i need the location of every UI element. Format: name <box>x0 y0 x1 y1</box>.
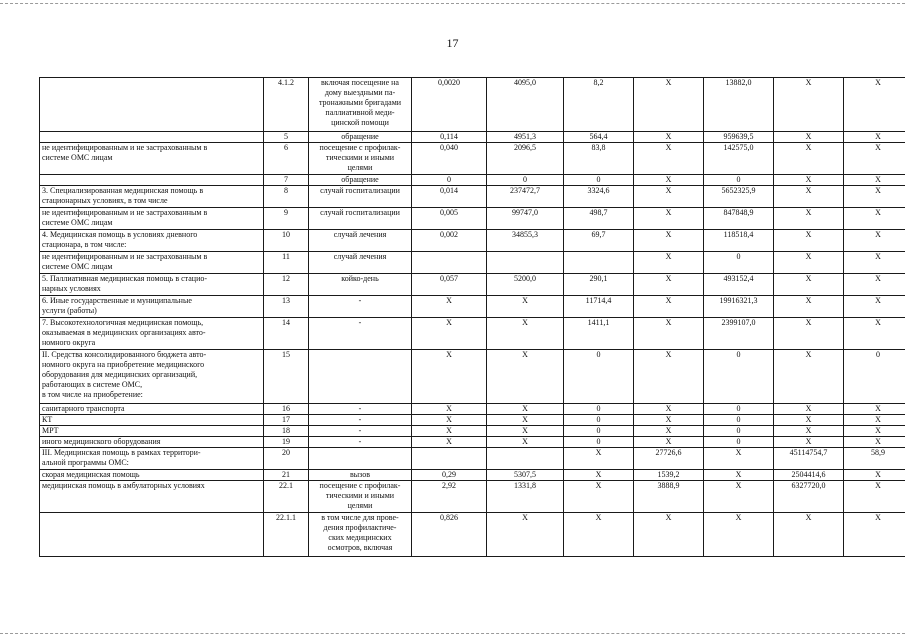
row-value-cell: 290,1 <box>564 274 634 296</box>
budget-table <box>39 77 905 557</box>
row-value-cell: 0,040 <box>412 143 487 175</box>
table-row <box>40 415 905 426</box>
row-unit-cell: случай госпитализации <box>309 208 412 230</box>
row-name-cell: не идентифицированным и не застрахованным в системе ОМС лицам <box>40 143 264 175</box>
row-value-cell: X <box>844 143 905 175</box>
row-name-cell <box>40 78 264 132</box>
row-value-cell: X <box>774 318 844 350</box>
row-value-cell: X <box>634 296 704 318</box>
row-value-cell: X <box>774 426 844 437</box>
row-value-cell: 0,002 <box>412 230 487 252</box>
row-name-cell: 3. Специализированная медицинская помощь в стационарных условиях, в том числе <box>40 186 264 208</box>
row-value-cell: 564,4 <box>564 132 634 143</box>
row-value-cell: X <box>487 296 564 318</box>
row-value-cell: X <box>634 350 704 404</box>
row-value-cell: X <box>634 186 704 208</box>
row-number-cell: 6 <box>264 143 309 175</box>
row-unit-cell: койко-день <box>309 274 412 296</box>
row-value-cell <box>412 448 487 470</box>
row-value-cell: X <box>634 426 704 437</box>
row-value-cell: X <box>564 470 634 481</box>
row-unit-cell: посещение с профилак- тическими и иными целями <box>309 481 412 513</box>
row-number-cell: 22.1.1 <box>264 513 309 557</box>
row-number-cell: 21 <box>264 470 309 481</box>
row-value-cell: 0,826 <box>412 513 487 557</box>
row-value-cell: X <box>704 448 774 470</box>
row-value-cell: X <box>844 78 905 132</box>
row-value-cell: X <box>564 481 634 513</box>
table-row <box>40 186 905 208</box>
row-value-cell: 0 <box>844 350 905 404</box>
row-value-cell: 0 <box>704 252 774 274</box>
table-row <box>40 470 905 481</box>
row-value-cell: X <box>774 230 844 252</box>
row-name-cell: МРТ <box>40 426 264 437</box>
row-value-cell: 847848,9 <box>704 208 774 230</box>
row-unit-cell: обращение <box>309 132 412 143</box>
row-value-cell: 0 <box>487 175 564 186</box>
row-number-cell: 15 <box>264 350 309 404</box>
row-value-cell: X <box>487 437 564 448</box>
row-value-cell: X <box>774 415 844 426</box>
row-value-cell: X <box>844 437 905 448</box>
row-value-cell: 498,7 <box>564 208 634 230</box>
row-number-cell: 5 <box>264 132 309 143</box>
row-value-cell: 0 <box>704 426 774 437</box>
row-unit-cell: - <box>309 318 412 350</box>
row-value-cell: X <box>844 274 905 296</box>
row-value-cell: X <box>844 252 905 274</box>
row-value-cell: 237472,7 <box>487 186 564 208</box>
row-name-cell: 5. Паллиативная медицинская помощь в стацио- нарных условиях <box>40 274 264 296</box>
row-value-cell: X <box>844 208 905 230</box>
row-value-cell: 3324,6 <box>564 186 634 208</box>
row-value-cell: 0,014 <box>412 186 487 208</box>
row-value-cell: X <box>487 415 564 426</box>
row-value-cell: X <box>634 252 704 274</box>
row-value-cell: X <box>634 78 704 132</box>
table-row <box>40 404 905 415</box>
row-value-cell: X <box>844 426 905 437</box>
row-value-cell: X <box>774 208 844 230</box>
row-value-cell: 0 <box>564 437 634 448</box>
row-value-cell: X <box>634 274 704 296</box>
row-name-cell: не идентифицированным и не застрахованным в системе ОМС лицам <box>40 208 264 230</box>
row-value-cell: 34855,3 <box>487 230 564 252</box>
row-value-cell: 45114754,7 <box>774 448 844 470</box>
row-value-cell: X <box>844 513 905 557</box>
row-unit-cell: вызов <box>309 470 412 481</box>
table-row <box>40 350 905 404</box>
row-value-cell: X <box>774 274 844 296</box>
row-unit-cell: обращение <box>309 175 412 186</box>
row-name-cell: 4. Медицинская помощь в условиях дневного стационара, в том числе: <box>40 230 264 252</box>
row-name-cell <box>40 513 264 557</box>
row-number-cell: 10 <box>264 230 309 252</box>
table-row <box>40 230 905 252</box>
row-value-cell: X <box>487 318 564 350</box>
row-value-cell: 0 <box>704 404 774 415</box>
row-value-cell <box>487 252 564 274</box>
row-unit-cell: случай госпитализации <box>309 186 412 208</box>
row-value-cell: X <box>774 175 844 186</box>
row-value-cell: X <box>634 132 704 143</box>
row-value-cell <box>487 448 564 470</box>
table-row <box>40 143 905 175</box>
row-value-cell: X <box>774 350 844 404</box>
row-value-cell: X <box>412 350 487 404</box>
row-value-cell: X <box>704 481 774 513</box>
table-row <box>40 513 905 557</box>
row-value-cell: X <box>704 513 774 557</box>
row-value-cell: X <box>844 415 905 426</box>
row-value-cell: X <box>634 230 704 252</box>
row-value-cell: X <box>412 426 487 437</box>
row-number-cell: 4.1.2 <box>264 78 309 132</box>
row-value-cell: X <box>774 252 844 274</box>
row-value-cell: 0,114 <box>412 132 487 143</box>
row-unit-cell: - <box>309 426 412 437</box>
row-number-cell: 14 <box>264 318 309 350</box>
row-value-cell: 13882,0 <box>704 78 774 132</box>
table-row <box>40 481 905 513</box>
table-row <box>40 132 905 143</box>
row-value-cell: X <box>412 404 487 415</box>
row-value-cell: 0 <box>704 350 774 404</box>
row-value-cell: X <box>487 350 564 404</box>
row-value-cell: 11714,4 <box>564 296 634 318</box>
row-value-cell: 58,9 <box>844 448 905 470</box>
row-unit-cell: включая посещение на дому выездными па- тронажными бригадами паллиативной меди- цинской помощи <box>309 78 412 132</box>
row-value-cell: 0 <box>564 415 634 426</box>
scan-edge-top <box>0 3 905 4</box>
row-value-cell: X <box>844 175 905 186</box>
row-value-cell: X <box>774 513 844 557</box>
row-value-cell: 0 <box>564 404 634 415</box>
page-number: 17 <box>446 36 459 50</box>
row-value-cell: X <box>844 404 905 415</box>
row-value-cell: 4095,0 <box>487 78 564 132</box>
row-number-cell: 13 <box>264 296 309 318</box>
row-value-cell: X <box>844 296 905 318</box>
row-unit-cell: посещение с профилак- тическими и иными целями <box>309 143 412 175</box>
table-row <box>40 448 905 470</box>
row-value-cell: X <box>634 143 704 175</box>
row-value-cell: X <box>774 437 844 448</box>
row-value-cell: X <box>774 186 844 208</box>
row-value-cell: 1539,2 <box>634 470 704 481</box>
table-row <box>40 274 905 296</box>
row-unit-cell: в том числе для прове- дения профилактиче- ских медицинских осмотров, включая <box>309 513 412 557</box>
row-value-cell: 0,057 <box>412 274 487 296</box>
table-row <box>40 78 905 132</box>
row-value-cell: X <box>487 513 564 557</box>
table-row <box>40 175 905 186</box>
row-value-cell: X <box>412 415 487 426</box>
row-name-cell: III. Медицинская помощь в рамках территори- альной программы ОМС: <box>40 448 264 470</box>
row-value-cell: X <box>844 186 905 208</box>
row-value-cell: 1331,8 <box>487 481 564 513</box>
row-name-cell: скорая медицинская помощь <box>40 470 264 481</box>
row-value-cell: X <box>487 426 564 437</box>
row-value-cell: 19916321,3 <box>704 296 774 318</box>
row-number-cell: 18 <box>264 426 309 437</box>
row-value-cell: 493152,4 <box>704 274 774 296</box>
row-value-cell: X <box>634 318 704 350</box>
row-value-cell: X <box>774 132 844 143</box>
row-unit-cell <box>309 350 412 404</box>
row-value-cell: X <box>634 404 704 415</box>
table-row <box>40 296 905 318</box>
row-value-cell: X <box>412 437 487 448</box>
table-row <box>40 208 905 230</box>
row-value-cell: 3888,9 <box>634 481 704 513</box>
row-number-cell: 11 <box>264 252 309 274</box>
row-value-cell: 83,8 <box>564 143 634 175</box>
row-number-cell: 12 <box>264 274 309 296</box>
row-unit-cell: - <box>309 296 412 318</box>
row-value-cell: 1411,1 <box>564 318 634 350</box>
row-unit-cell: - <box>309 437 412 448</box>
row-value-cell: X <box>634 208 704 230</box>
row-unit-cell <box>309 448 412 470</box>
row-name-cell <box>40 132 264 143</box>
row-value-cell: 0,29 <box>412 470 487 481</box>
row-number-cell: 20 <box>264 448 309 470</box>
row-value-cell: 6327720,0 <box>774 481 844 513</box>
row-value-cell: 0 <box>564 175 634 186</box>
row-value-cell: 0 <box>704 175 774 186</box>
row-value-cell: 2399107,0 <box>704 318 774 350</box>
row-number-cell: 17 <box>264 415 309 426</box>
row-number-cell: 19 <box>264 437 309 448</box>
row-value-cell: 27726,6 <box>634 448 704 470</box>
row-name-cell: не идентифицированным и не застрахованным в системе ОМС лицам <box>40 252 264 274</box>
row-name-cell: иного медицинского оборудования <box>40 437 264 448</box>
row-unit-cell: случай лечения <box>309 252 412 274</box>
row-value-cell <box>564 252 634 274</box>
row-name-cell: санитарного транспорта <box>40 404 264 415</box>
row-value-cell: 118518,4 <box>704 230 774 252</box>
row-value-cell: X <box>774 78 844 132</box>
row-value-cell: 5307,5 <box>487 470 564 481</box>
row-value-cell <box>412 252 487 274</box>
row-value-cell: X <box>844 132 905 143</box>
row-value-cell: X <box>774 404 844 415</box>
row-value-cell: 5652325,9 <box>704 186 774 208</box>
row-value-cell: X <box>844 470 905 481</box>
row-value-cell: 0 <box>412 175 487 186</box>
table-row <box>40 252 905 274</box>
row-name-cell: 6. Иные государственные и муниципальные услуги (работы) <box>40 296 264 318</box>
scan-edge-bottom <box>0 633 905 634</box>
row-name-cell: II. Средства консолидированного бюджета авто- номного округа на приобретение медицинского оборудования для медицинских организаций, работающих в системе ОМС, в том числе на приобретение: <box>40 350 264 404</box>
row-value-cell: X <box>634 513 704 557</box>
row-value-cell: X <box>564 513 634 557</box>
row-value-cell: 2504414,6 <box>774 470 844 481</box>
row-number-cell: 22.1 <box>264 481 309 513</box>
row-value-cell: X <box>844 230 905 252</box>
row-value-cell: X <box>412 318 487 350</box>
row-value-cell: X <box>634 437 704 448</box>
row-value-cell: X <box>412 296 487 318</box>
row-value-cell: X <box>564 448 634 470</box>
row-name-cell: медицинская помощь в амбулаторных условиях <box>40 481 264 513</box>
row-value-cell: X <box>774 296 844 318</box>
row-name-cell: 7. Высокотехнологичная медицинская помощь, оказываемая в медицинских организациях авто- номного округа <box>40 318 264 350</box>
row-value-cell: 0,0020 <box>412 78 487 132</box>
row-number-cell: 8 <box>264 186 309 208</box>
row-number-cell: 16 <box>264 404 309 415</box>
table-row <box>40 318 905 350</box>
row-value-cell: X <box>634 175 704 186</box>
row-value-cell: 8,2 <box>564 78 634 132</box>
row-name-cell <box>40 175 264 186</box>
row-number-cell: 9 <box>264 208 309 230</box>
row-value-cell: 142575,0 <box>704 143 774 175</box>
row-value-cell: 2,92 <box>412 481 487 513</box>
row-name-cell: КТ <box>40 415 264 426</box>
row-unit-cell: - <box>309 404 412 415</box>
row-number-cell: 7 <box>264 175 309 186</box>
row-value-cell: X <box>487 404 564 415</box>
row-unit-cell: - <box>309 415 412 426</box>
table-row <box>40 426 905 437</box>
row-value-cell: 0 <box>564 350 634 404</box>
row-value-cell: X <box>844 481 905 513</box>
row-value-cell: X <box>634 415 704 426</box>
row-value-cell: X <box>844 318 905 350</box>
row-value-cell: 69,7 <box>564 230 634 252</box>
row-value-cell: 4951,3 <box>487 132 564 143</box>
row-value-cell: 0 <box>704 437 774 448</box>
row-unit-cell: случай лечения <box>309 230 412 252</box>
row-value-cell: 5200,0 <box>487 274 564 296</box>
table-row <box>40 437 905 448</box>
row-value-cell: X <box>704 470 774 481</box>
row-value-cell: 0,005 <box>412 208 487 230</box>
row-value-cell: 99747,0 <box>487 208 564 230</box>
row-value-cell: 959639,5 <box>704 132 774 143</box>
row-value-cell: 0 <box>564 426 634 437</box>
row-value-cell: 0 <box>704 415 774 426</box>
row-value-cell: 2096,5 <box>487 143 564 175</box>
row-value-cell: X <box>774 143 844 175</box>
